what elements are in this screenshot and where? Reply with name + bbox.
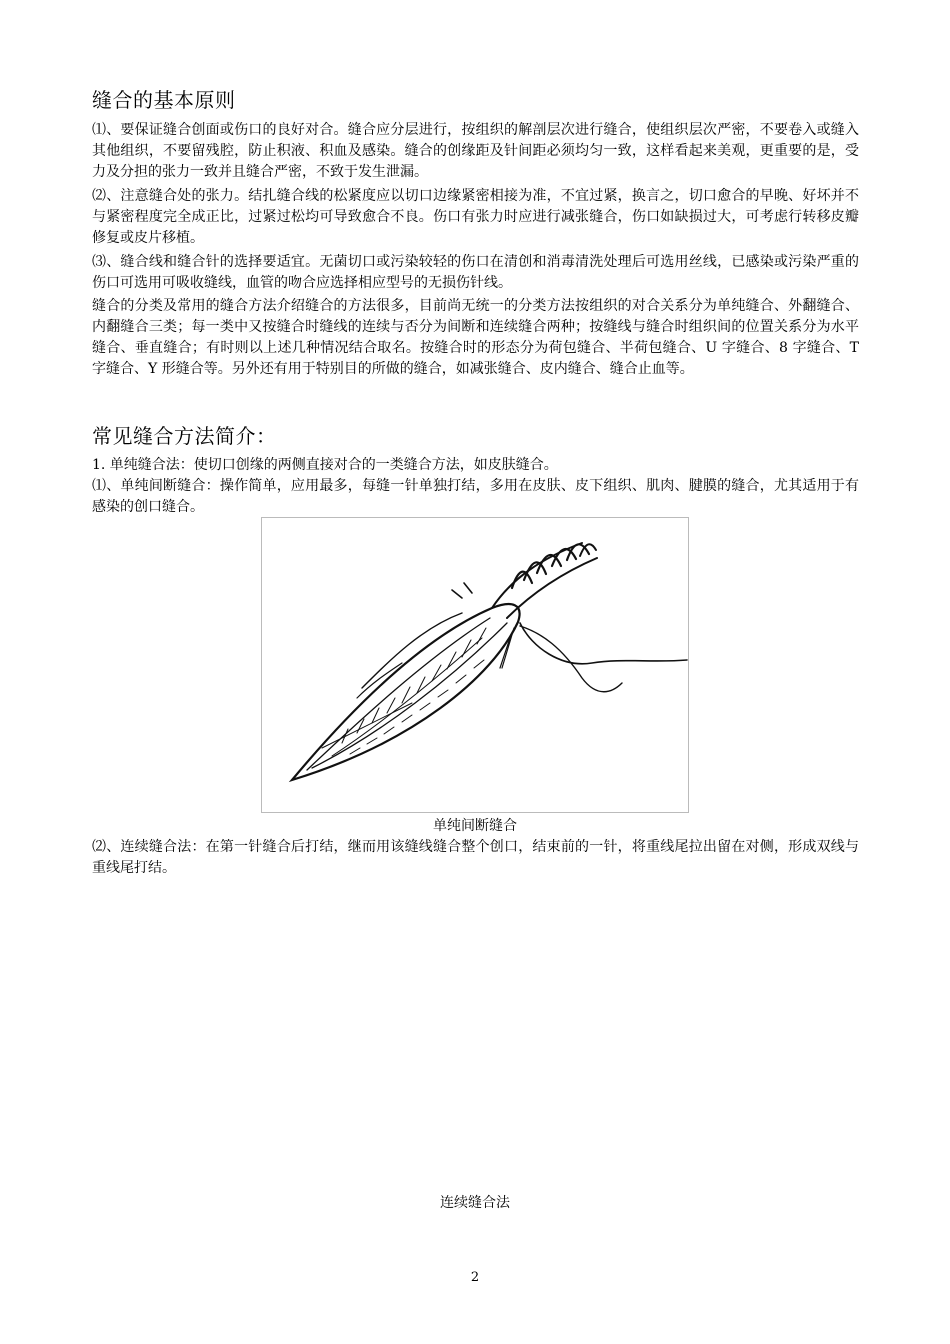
classification-paragraph: 缝合的分类及常用的缝合方法介绍缝合的方法很多，目前尚无统一的分类方法按组织的对合关系分为单纯缝合、外翻缝合、内翻缝合三类；每一类中又按缝合时缝线的连续与否分为间断和连续缝合两种；按缝线与缝合时组织间的位置关系分为水平缝合、垂直缝合；有时则以上述几种情况结合取名。按缝合时的形态分为荷包缝合、半荷包缝合、U 字缝合、8 字缝合、T 字缝合、Y 形缝合等。另外还有用于特别目的所做的缝合，如减张缝合、皮内缝合、缝合止血等。 [92, 298, 859, 377]
principle-paragraph-1: ⑴、要保证缝合创面或伤口的良好对合。缝合应分层进行，按组织的解剖层次进行缝合，使组织层次严密，不要卷入或缝入其他组织，不要留残腔，防止积液、积血及感染。缝合的创缘距及针间距必须均匀一致，这样看起来美观，更重要的是，受力及分担的张力一致并且缝合严密，不致于发生泄漏。 [92, 122, 859, 180]
method-paragraph-1: 1. 单纯缝合法：使切口创缘的两侧直接对合的一类缝合方法，如皮肤缝合。 [92, 457, 558, 473]
wound-suture-drawing [262, 518, 688, 812]
continuous-suture-paragraph: ⑵、连续缝合法：在第一针缝合后打结，继而用该缝线缝合整个创口，结束前的一针，将重线尾拉出留在对侧，形成双线与重线尾打结。 [92, 839, 859, 876]
page-number: 2 [470, 1270, 480, 1285]
section-heading-methods: 常见缝合方法简介： [92, 424, 277, 448]
method-paragraph-2: ⑴、单纯间断缝合：操作简单，应用最多，每缝一针单独打结，多用在皮肤、皮下组织、肌肉、腱膜的缝合，尤其适用于有感染的创口缝合。 [92, 478, 859, 515]
principle-paragraph-3: ⑶、缝合线和缝合针的选择要适宜。无菌切口或污染较轻的伤口在清创和消毒清洗处理后可选用丝线，已感染或污染严重的伤口可选用可吸收缝线，血管的吻合应选择相应型号的无损伤针线。 [92, 254, 859, 291]
figure-caption-interrupted: 单纯间断缝合 [433, 818, 517, 834]
section-heading-principles: 缝合的基本原则 [92, 88, 236, 112]
interrupted-suture-illustration [261, 517, 689, 813]
figure-caption-continuous: 连续缝合法 [440, 1195, 510, 1211]
principle-paragraph-2: ⑵、注意缝合处的张力。结扎缝合线的松紧度应以切口边缘紧密相接为准，不宜过紧，换言之，切口愈合的早晚、好坏并不与紧密程度完全成正比，过紧过松均可导致愈合不良。伤口有张力时应进行减张缝合，伤口如缺损过大，可考虑行转移皮瓣修复或皮片移植。 [92, 188, 859, 246]
